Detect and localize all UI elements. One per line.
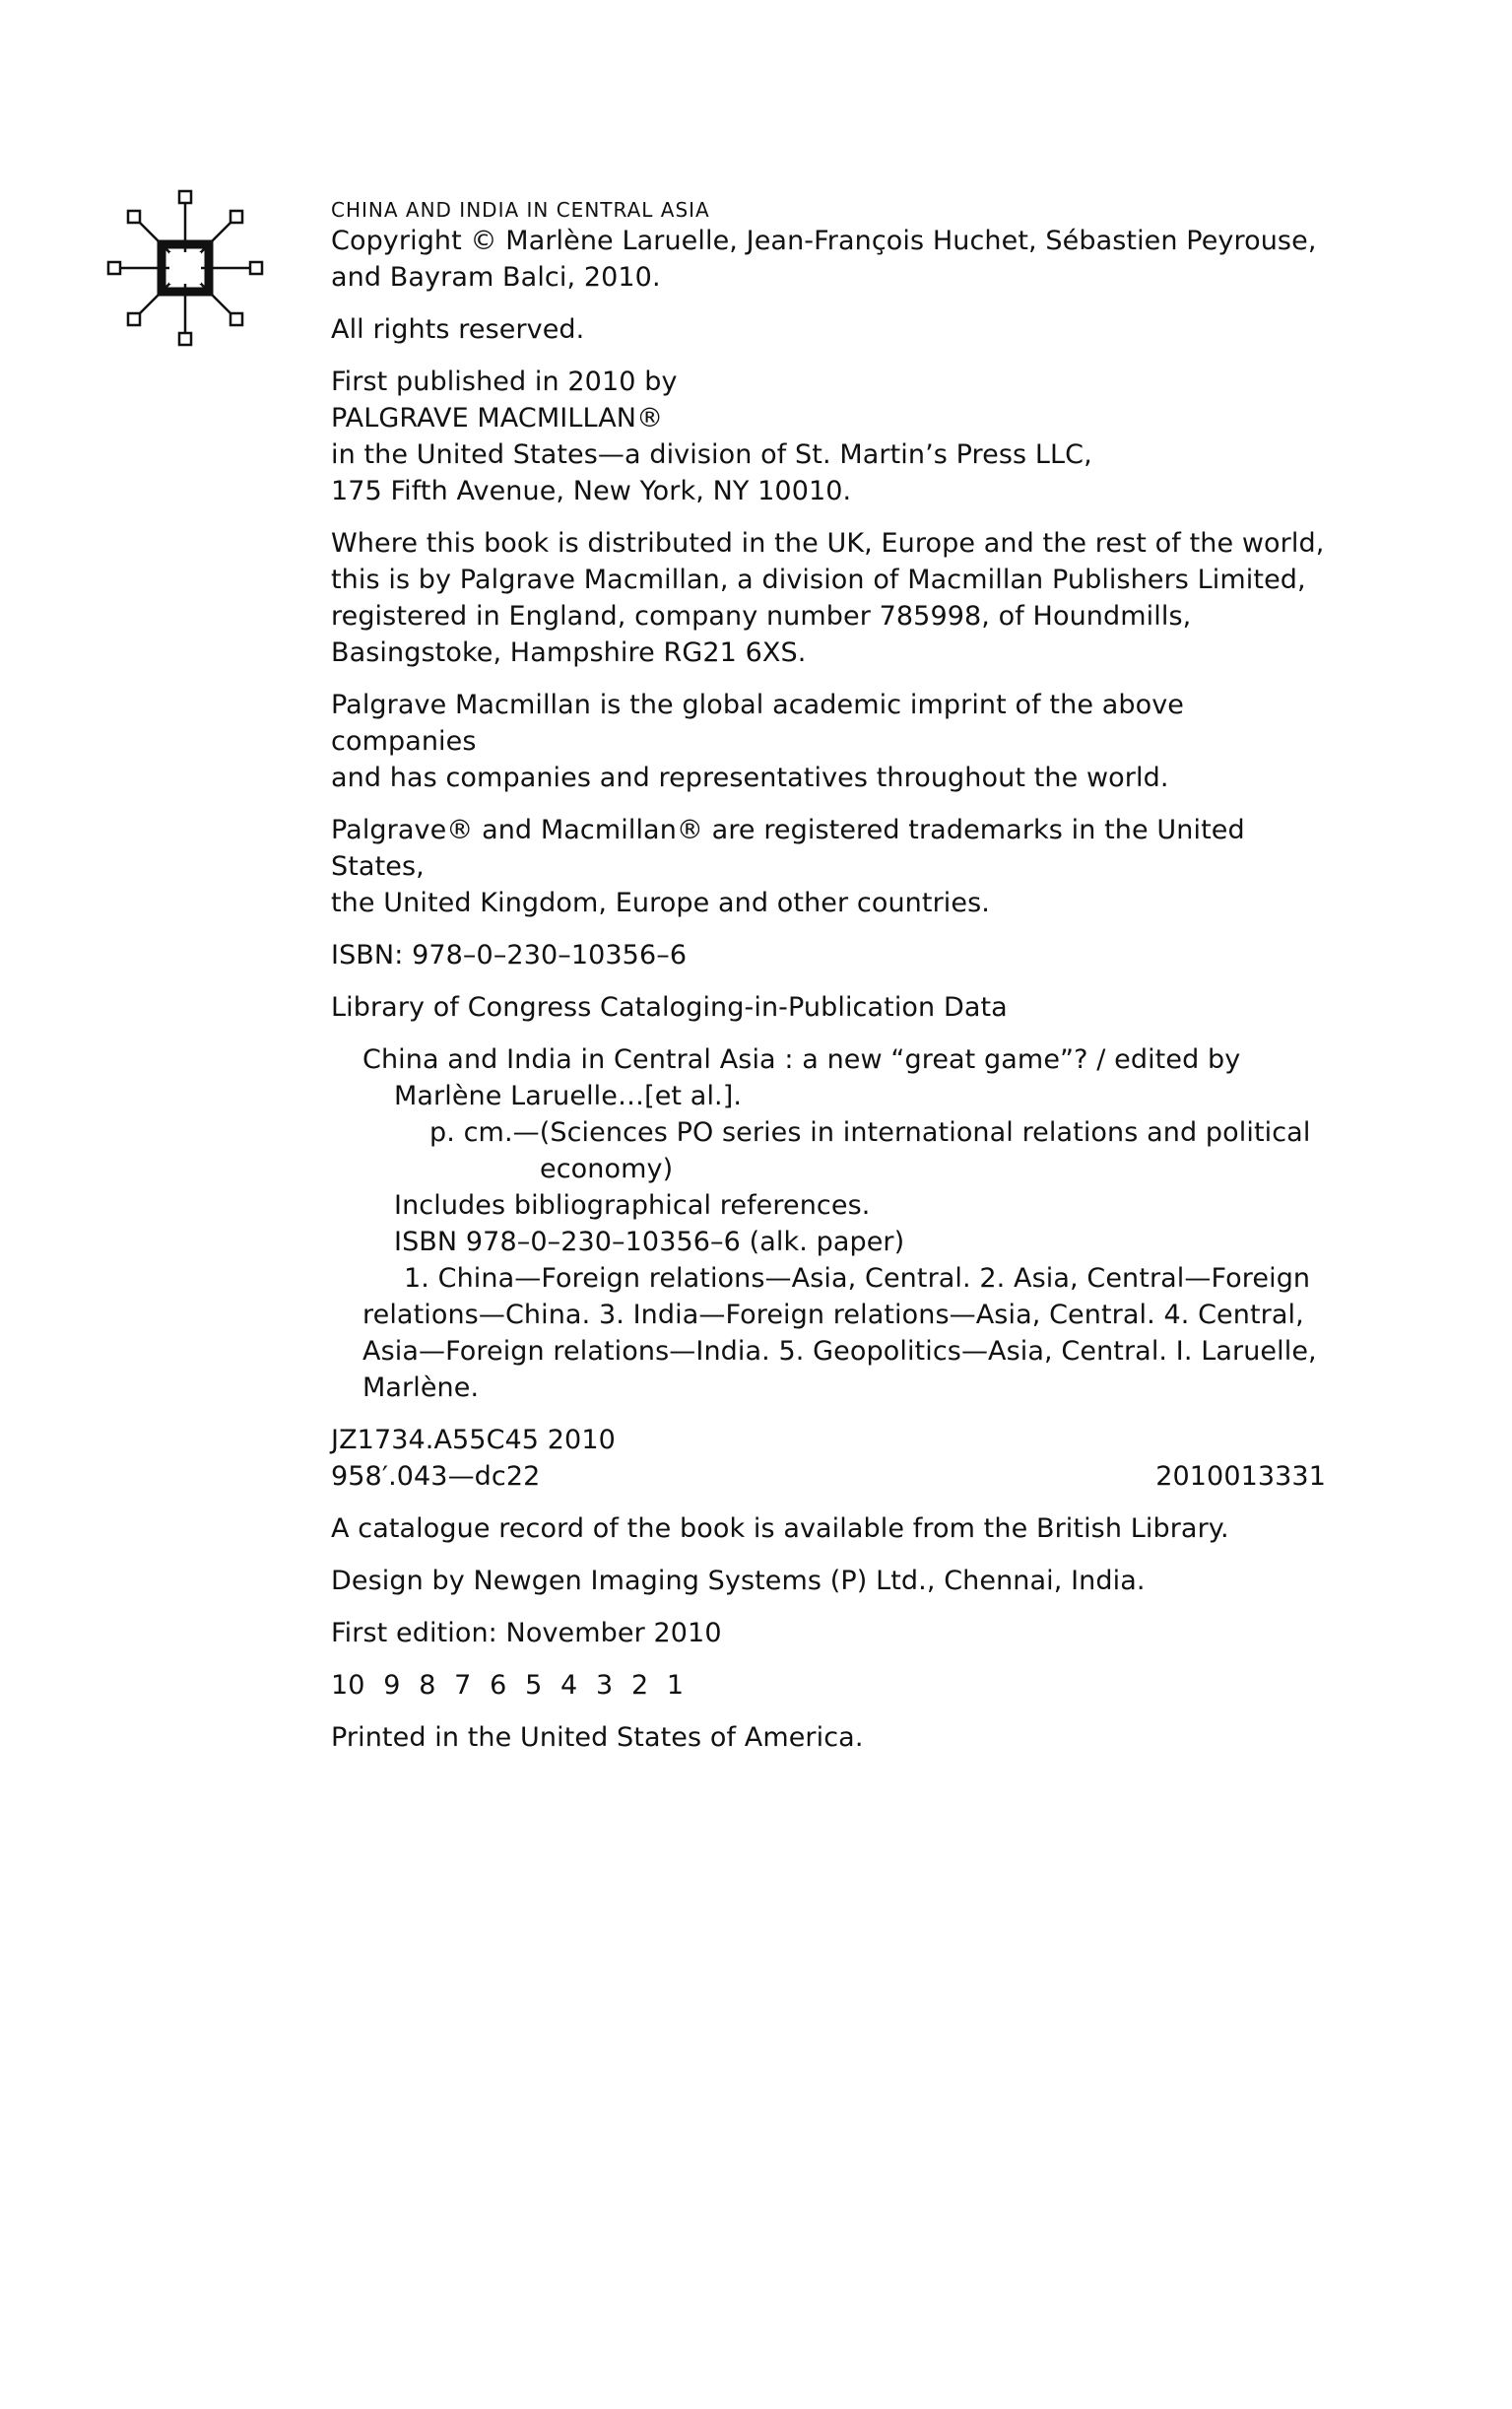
distribution-line: registered in England, company number 785998, of Houndmills,: [331, 601, 1192, 632]
publication-line: PALGRAVE MACMILLAN®: [331, 403, 664, 434]
cip-title: [331, 1041, 1326, 1114]
cip-series: [331, 1114, 1326, 1187]
printing-info: [331, 1667, 1326, 1704]
imprint-line: and has companies and representatives throughout the world.: [331, 763, 1169, 793]
cip-record: [331, 1041, 1326, 1406]
publication-line: First published in 2010 by: [331, 367, 678, 397]
design-line: Design by Newgen Imaging Systems (P) Ltd., Chennai, India.: [331, 1566, 1146, 1596]
isbn-line: ISBN: 978–0–230–10356–6: [331, 940, 688, 970]
loc-heading-line: Library of Congress Cataloging-in-Publication Data: [331, 992, 1008, 1023]
cip-subjects: [331, 1260, 1326, 1406]
distribution-info: [331, 525, 1326, 671]
distribution-line: Basingstoke, Hampshire RG21 6XS.: [331, 637, 807, 668]
lc-call-number: JZ1734.A55C45 2010: [331, 1425, 616, 1455]
cip-isbn: ISBN 978–0–230–10356–6 (alk. paper): [394, 1227, 905, 1257]
publisher-star-logo-icon: [106, 189, 264, 347]
british-library-notice: [331, 1510, 1326, 1547]
imprint-info: [331, 687, 1326, 796]
trademark-line: Palgrave® and Macmillan® are registered trademarks in the United States,: [331, 815, 1245, 882]
publication-line: in the United States—a division of St. Martin’s Press LLC,: [331, 439, 1092, 470]
british-library-line: A catalogue record of the book is available from the British Library.: [331, 1513, 1229, 1544]
cip-bibliography: Includes bibliographical references.: [394, 1190, 871, 1221]
publication-line: 175 Fifth Avenue, New York, NY 10010.: [331, 476, 852, 506]
publication-info: [331, 364, 1326, 509]
printed-in-line: Printed in the United States of America.: [331, 1722, 864, 1753]
imprint-line: Palgrave Macmillan is the global academic imprint of the above companies: [331, 690, 1185, 757]
loc-heading: [331, 989, 1326, 1026]
copyright-line: Copyright © Marlène Laruelle, Jean-François Huchet, Sébastien Peyrouse,: [331, 226, 1317, 256]
design-credit: [331, 1563, 1326, 1599]
rights-line: All rights reserved.: [331, 314, 585, 345]
cip-series-line: p. cm.—(Sciences PO series in international relations and political: [429, 1117, 1311, 1148]
isbn-info: [331, 937, 1326, 973]
lccn-number: 2010013331: [1155, 1461, 1326, 1492]
copyright-notice: [331, 223, 1326, 296]
classification-row: [331, 1458, 1326, 1495]
edition-line: First edition: November 2010: [331, 1618, 722, 1648]
cip-subjects-line: Asia—Foreign relations—India. 5. Geopolitics—Asia, Central. I. Laruelle,: [362, 1336, 1317, 1367]
dewey-number: 958′.043—dc22: [331, 1461, 541, 1492]
cip-series-line: economy): [540, 1154, 674, 1184]
trademark-line: the United Kingdom, Europe and other countries.: [331, 888, 990, 918]
printed-in-info: [331, 1719, 1326, 1756]
distribution-line: Where this book is distributed in the UK, Europe and the rest of the world,: [331, 528, 1325, 559]
printing-line: 10 9 8 7 6 5 4 3 2 1: [331, 1670, 685, 1701]
cip-title-line: China and India in Central Asia : a new “great game”? / edited by: [362, 1044, 1241, 1075]
trademark-info: [331, 812, 1326, 921]
copyright-page-body: [331, 197, 1326, 1772]
distribution-line: this is by Palgrave Macmillan, a division of Macmillan Publishers Limited,: [331, 565, 1306, 595]
cip-subjects-line: Marlène.: [362, 1372, 480, 1403]
cip-subjects-line: 1. China—Foreign relations—Asia, Central. 2. Asia, Central—Foreign: [404, 1263, 1311, 1294]
edition-info: [331, 1615, 1326, 1651]
copyright-line: and Bayram Balci, 2010.: [331, 262, 661, 293]
classification-info: [331, 1422, 1326, 1495]
book-title: CHINA AND INDIA IN CENTRAL ASIA: [331, 198, 710, 222]
cip-title-line: Marlène Laruelle…[et al.].: [394, 1081, 743, 1111]
cip-subjects-line: relations—China. 3. India—Foreign relations—Asia, Central. 4. Central,: [362, 1300, 1304, 1330]
rights-notice: [331, 311, 1326, 348]
